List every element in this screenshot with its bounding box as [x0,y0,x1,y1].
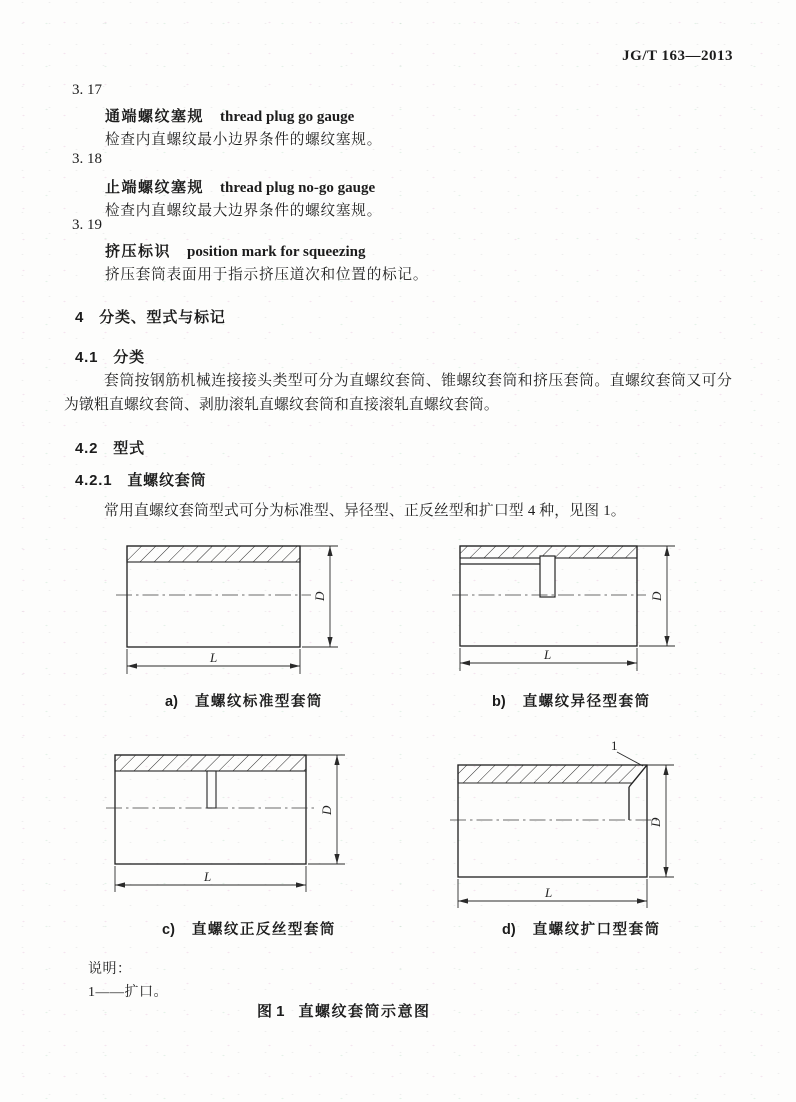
callout-leader [617,752,643,766]
section-number: 4.2.1 [75,472,113,489]
term-en: position mark for squeezing [187,244,366,260]
term-number: 3. 19 [72,217,102,233]
caption-tag: c) [162,922,175,938]
callout-1 [611,738,643,766]
term-title [105,105,354,126]
dimension-l [460,647,637,671]
section-number: 4 [75,309,85,326]
dimension-l [115,866,306,892]
diagram-b-reducing-sleeve [450,535,685,710]
section-title: 直螺纹套筒 [127,472,207,489]
dim-label-l: L [210,650,218,665]
section-title: 分类、型式与标记 [99,309,226,326]
callout-label: 1 [611,738,618,753]
dim-label-l: L [204,869,212,884]
dim-label-d: D [649,591,664,601]
dimension-d [306,755,345,864]
dim-label-d: D [319,805,334,815]
diameter-step [540,556,555,597]
section-title: 分类 [113,349,145,366]
dim-label-d: D [648,817,663,827]
term-number: 3. 18 [72,151,102,167]
hatched-wall-section [115,755,306,771]
section-number: 4.2 [75,440,99,457]
legend-item: 1——扩口。 [88,985,168,1000]
caption-d [502,918,661,939]
caption-text: 直螺纹正反丝型套筒 [191,922,336,938]
term-en: thread plug go gauge [220,109,355,125]
section-4-2-1-heading [75,469,206,490]
term-title [105,176,375,197]
dim-label-l: L [544,647,552,662]
diagram-c-lr-thread-sleeve [100,748,355,898]
section-4-2-heading [75,437,145,458]
term-title [105,240,366,261]
dim-label-d: D [312,591,327,601]
caption-text: 直螺纹标准型套筒 [194,694,323,710]
thread-divider [207,771,216,808]
term-zh: 通端螺纹塞规 [105,108,205,125]
dimension-d [637,546,675,646]
legend-title: 说明： [88,962,132,977]
caption-tag: a) [165,694,178,710]
term-en: thread plug no-go gauge [220,180,376,196]
hatched-wall-section [458,765,647,783]
term-definition: 检查内直螺纹最大边界条件的螺纹塞规。 [105,203,383,219]
hatched-wall-section [127,546,300,562]
figure-number: 图 1 [257,1003,285,1020]
caption-a [165,690,323,711]
diagram-a-standard-sleeve [110,535,350,710]
classification-paragraph: 套筒按钢筋机械连接接头类型可分为直螺纹套筒、锥螺纹套筒和挤压套筒。直螺纹套筒又可分为镦粗直螺纹套筒、剥肋滚轧直螺纹套筒和直接滚轧直螺纹套筒。 [64,373,732,413]
caption-text: 直螺纹扩口型套筒 [532,922,661,938]
diagram-d-flared-sleeve [445,730,690,912]
term-definition: 检查内直螺纹最小边界条件的螺纹塞规。 [105,132,383,148]
figure-caption [257,1000,431,1021]
dimension-l [127,649,300,674]
term-definition: 挤压套筒表面用于指示挤压道次和位置的标记。 [105,267,429,283]
section-title: 型式 [113,440,145,457]
caption-tag: b) [492,694,506,710]
section-number: 4.1 [75,349,99,366]
caption-tag: d) [502,922,516,938]
section-4-1-heading [75,346,145,367]
dim-label-l: L [545,885,553,900]
term-number: 3. 17 [72,82,102,98]
standard-ref: JG/T 163—2013 [622,48,733,64]
dimension-d [300,546,338,647]
caption-c [162,918,336,939]
figure-title-text: 直螺纹套筒示意图 [298,1003,431,1020]
term-zh: 挤压标识 [105,243,172,260]
types-paragraph: 常用直螺纹套筒型式可分为标准型、异径型、正反丝型和扩口型 4 种，见图 1。 [104,503,626,519]
caption-b [492,690,651,711]
caption-text: 直螺纹异径型套筒 [522,694,651,710]
dimension-l [458,879,647,908]
term-zh: 止端螺纹塞规 [105,179,205,196]
dimension-d [647,765,674,877]
section-4-heading [75,306,226,327]
